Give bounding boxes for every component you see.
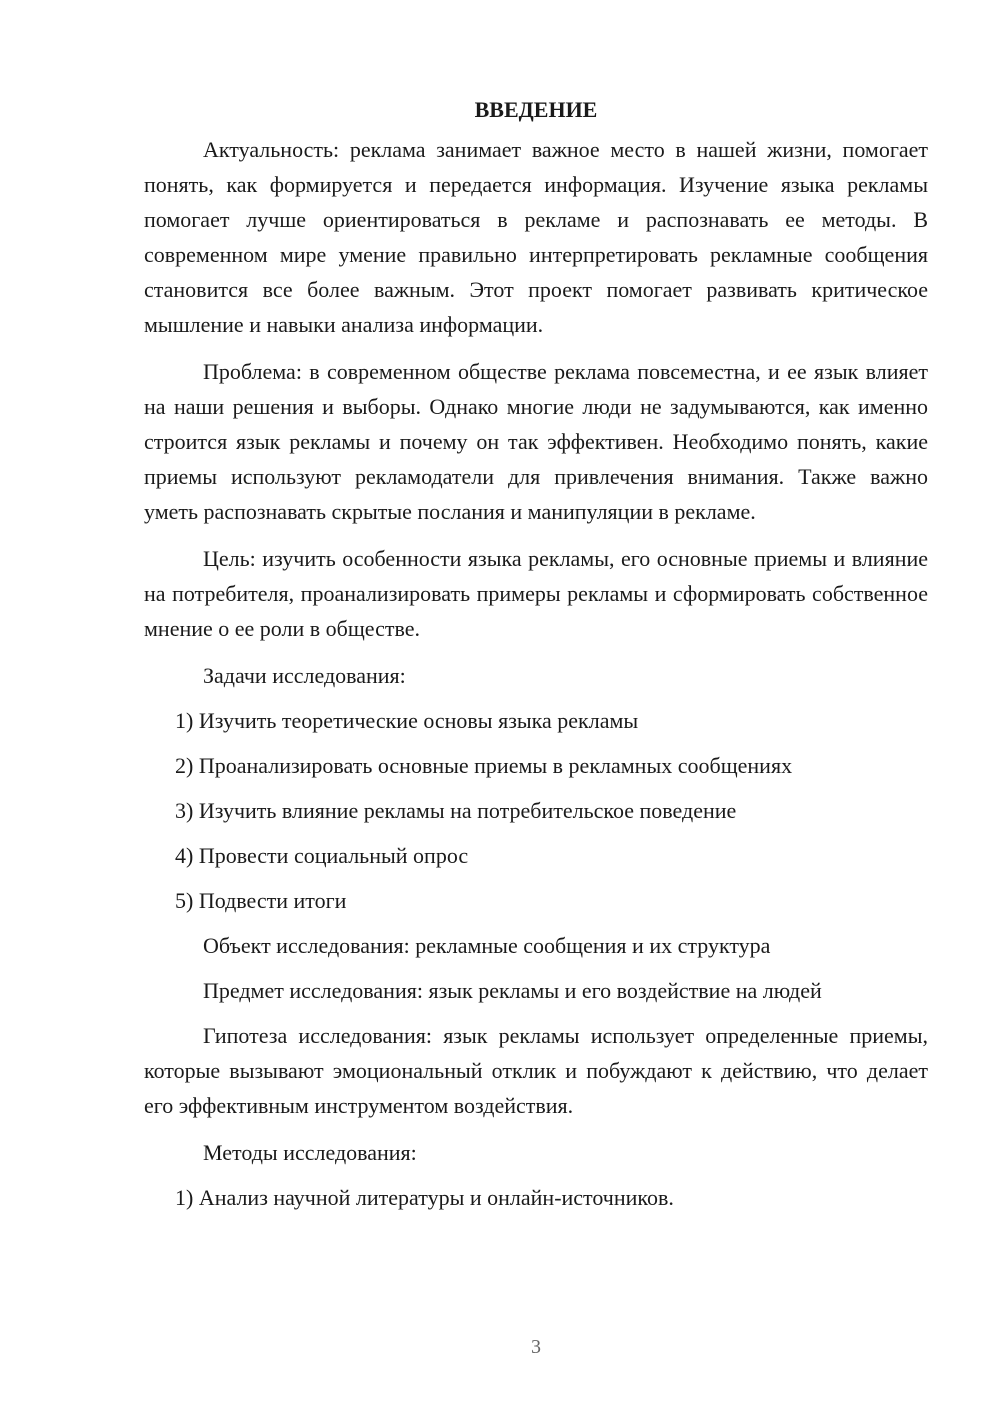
list-item: 5) Подвести итоги: [175, 888, 347, 913]
list-item: 3) Изучить влияние рекламы на потребительское поведение: [175, 798, 737, 823]
object-paragraph: Объект исследования: рекламные сообщения и их структура: [203, 933, 771, 958]
list-item: 1) Изучить теоретические основы языка рекламы: [175, 708, 639, 733]
section-heading: ВВЕДЕНИЕ: [474, 97, 598, 122]
list-item: 4) Провести социальный опрос: [175, 843, 469, 868]
tasks-list: [144, 703, 928, 918]
hypothesis-paragraph: Гипотеза исследования: язык рекламы использует определенные приемы, которые вызывают эмоциональный отклик и побуждают к действию, что делает его эффективным инструментом воздействия.: [144, 1023, 928, 1118]
subject-paragraph: Предмет исследования: язык рекламы и его воздействие на людей: [203, 978, 822, 1003]
problem-paragraph: Проблема: в современном обществе реклама повсеместна, и ее язык влияет на наши решения и выборы. Однако многие люди не задумываются, как именно строится язык рекламы и почему он так эффективен. Необходимо понять, какие приемы используют рекламодатели для привлечения внимания. Также важно уметь распознавать скрытые послания и манипуляции в рекламе.: [144, 359, 928, 524]
page-number: 3: [531, 1336, 541, 1358]
list-item: 2) Проанализировать основные приемы в рекламных сообщениях: [175, 753, 793, 778]
list-item: 1) Анализ научной литературы и онлайн-источников.: [175, 1185, 674, 1210]
relevance-paragraph: Актуальность: реклама занимает важное место в нашей жизни, помогает понять, как формируется и передается информация. Изучение языка рекламы помогает лучше ориентироваться в рекламе и распознавать ее методы. В современном мире умение правильно интерпретировать рекламные сообщения становится все более важным. Этот проект помогает развивать критическое мышление и навыки анализа информации.: [144, 137, 928, 337]
page-content: [144, 92, 928, 1225]
methods-list: [144, 1180, 928, 1215]
methods-title: Методы исследования:: [203, 1140, 417, 1165]
tasks-title: Задачи исследования:: [203, 663, 406, 688]
goal-paragraph: Цель: изучить особенности языка рекламы, его основные приемы и влияние на потребителя, проанализировать примеры рекламы и сформировать собственное мнение о ее роли в обществе.: [144, 546, 928, 641]
